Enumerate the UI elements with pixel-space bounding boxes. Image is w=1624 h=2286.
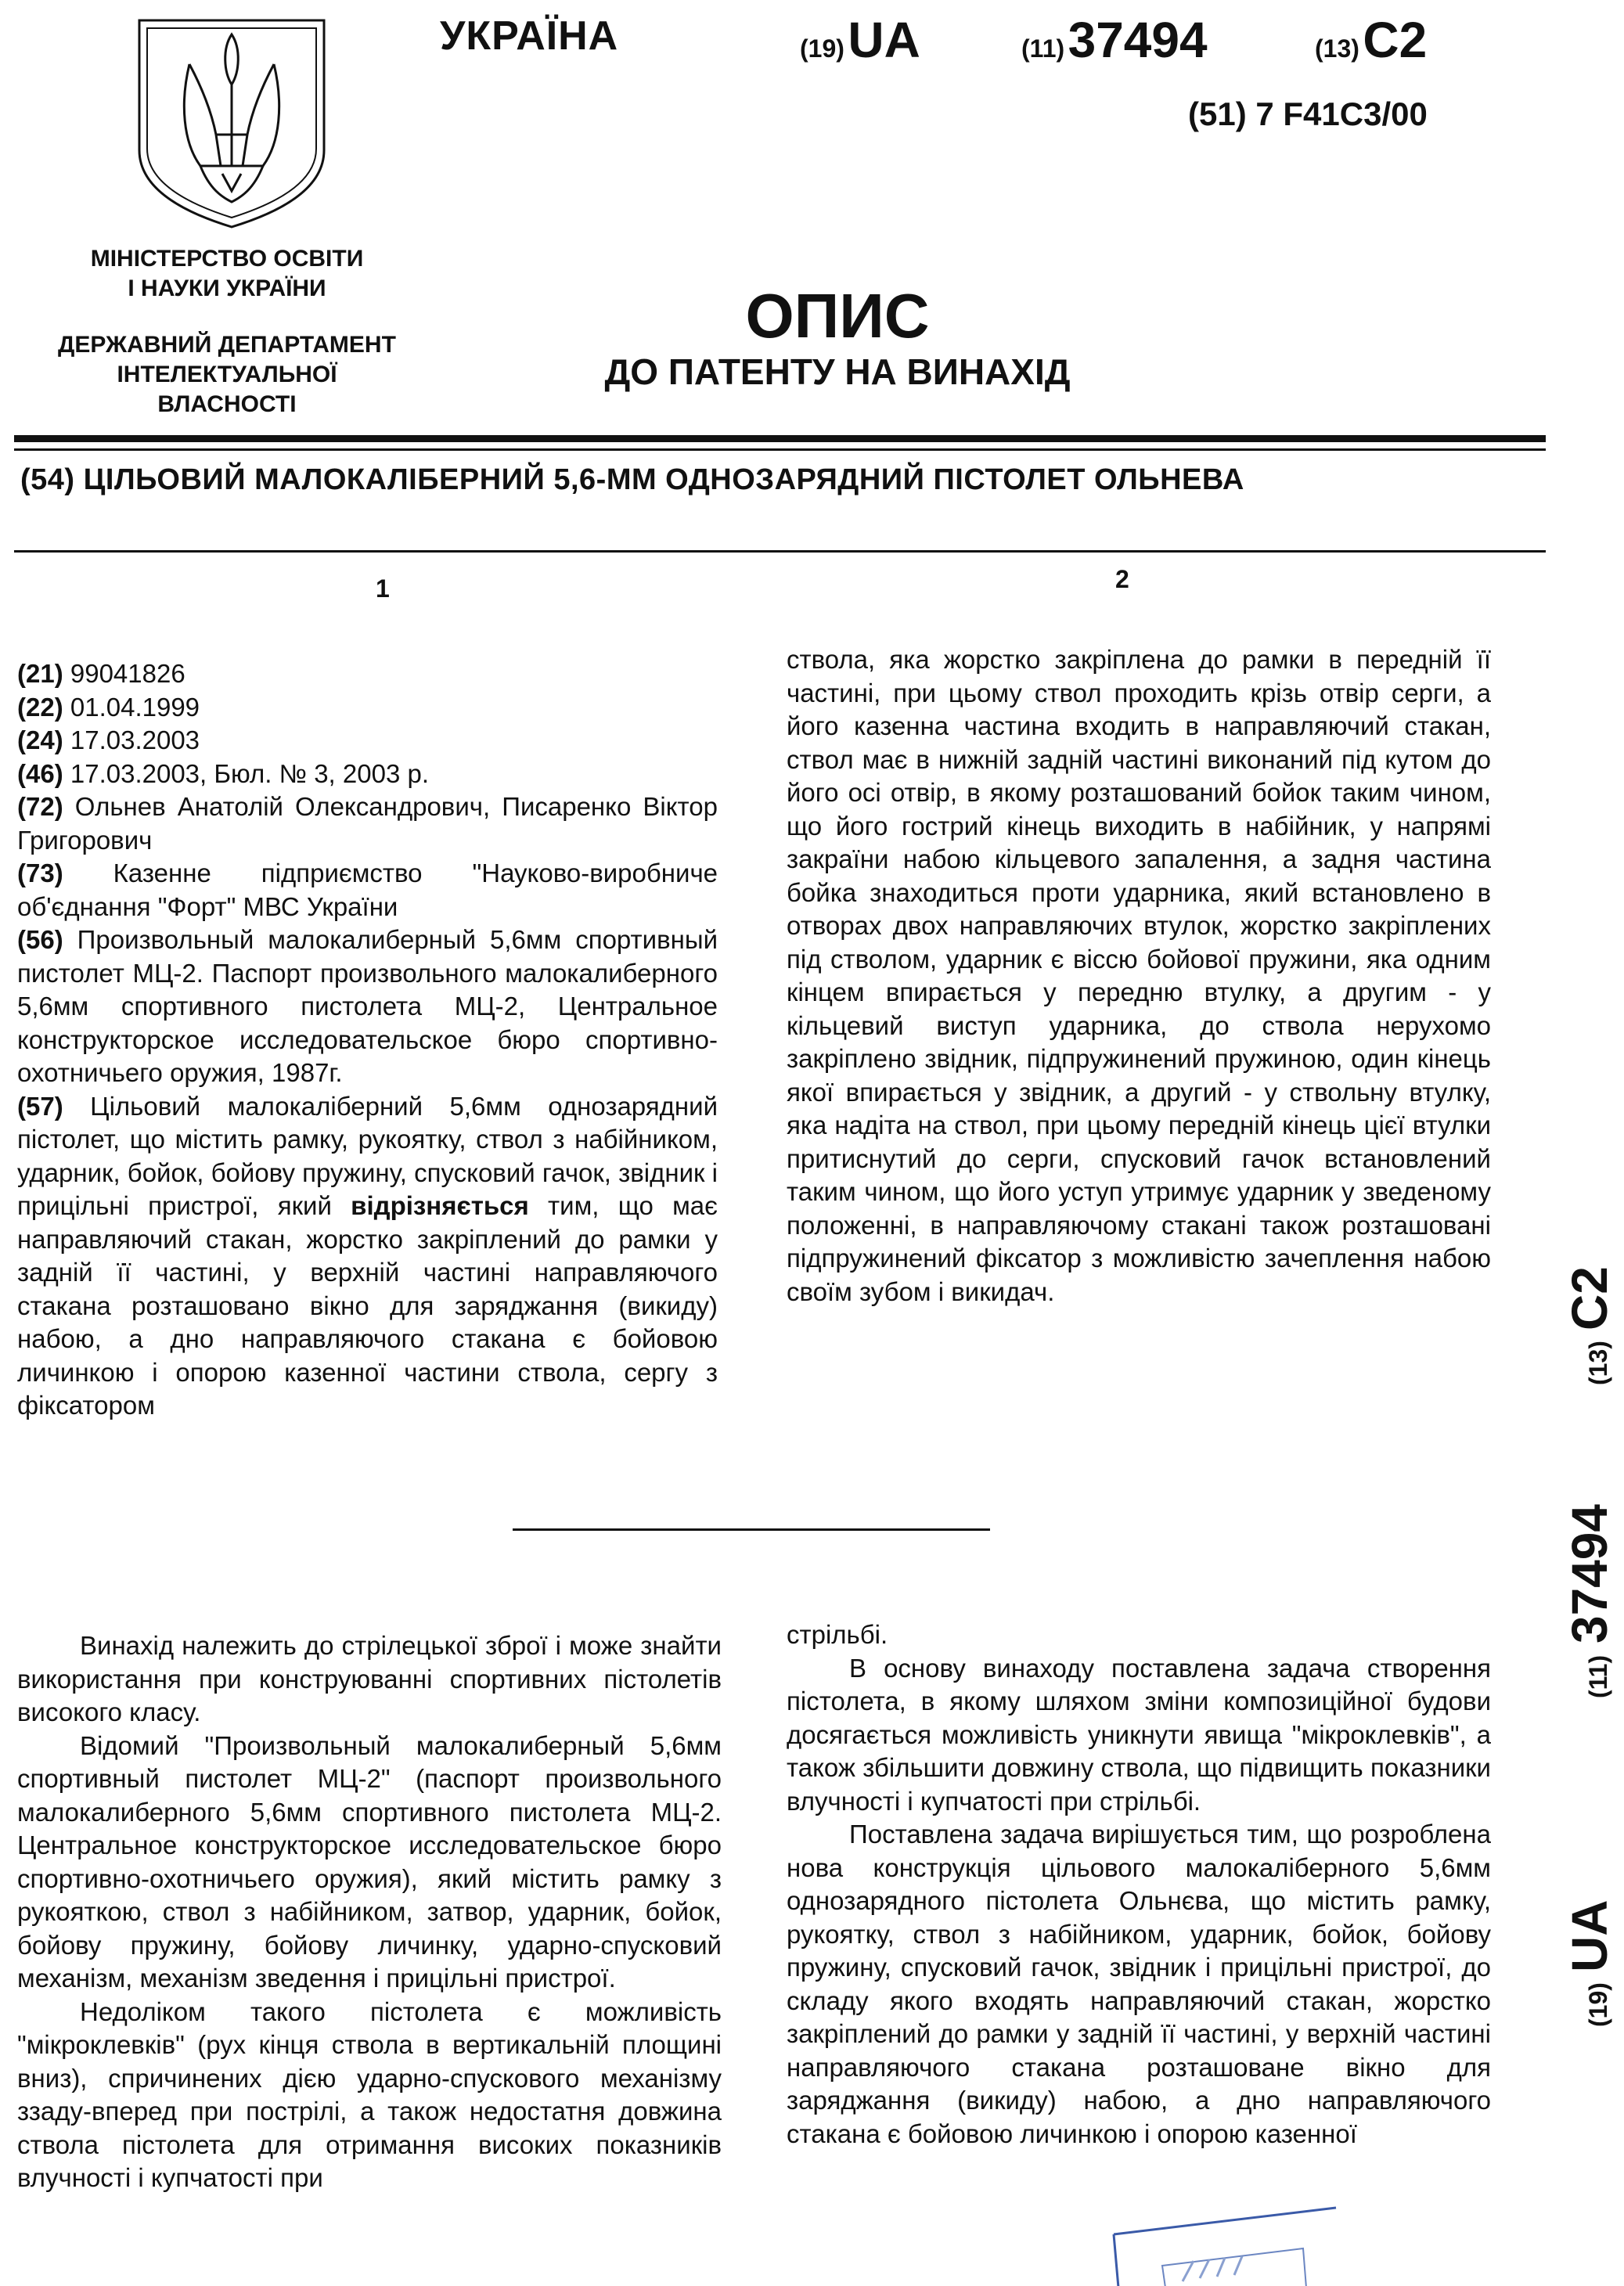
code11-value: 37494 xyxy=(1068,12,1208,68)
country-name: УКРАЇНА xyxy=(440,13,619,59)
field-code: (56) xyxy=(17,925,63,954)
field-code: (72) xyxy=(17,792,63,821)
department-line-1: ДЕРЖАВНИЙ ДЕПАРТАМЕНТ xyxy=(58,332,396,358)
code19-label: (19) xyxy=(800,34,844,63)
column-number-left: 1 xyxy=(376,574,390,603)
side-code11-value: 37494 xyxy=(1561,1504,1618,1643)
application-number: 99041826 xyxy=(70,659,185,688)
document-subtitle: ДО ПАТЕНТУ НА ВИНАХІД xyxy=(604,351,1071,392)
claim-continuation: ствола, яка жорстко закріплена до рамки в передній її частині, при цьому ствол проходить крізь отвір серги, а його казенна частина входить в направляючий стакан, ствол має в нижній задній частині виконаний під кутом до його осі отвір, в якому розташований бойок таким чином, що його гострий кінець виходить в набійник, у напрямі закраїни набою кільцевого запалення, а задня частина бойка знаходиться проти ударника, який встановлено в отворах двох направляючих втулок, жорстко закріплених під стволом, ударник є віссю бойової пружини, яка одним кінцем впирається у передню втулку, а другим - у кільцевий виступ ударника, до ствола нерухомо закріплено звідник, підпружинений пружиною, один кінець якої впирається у звідник, а другий - у ствольну втулку, яка надіта на ствол, при цьому передній кінець цієї втулки притиснутий до серги, спусковий гачок встановлений таким чином, що його уступ утримує ударник у зведеному положенні, в направляючому стакані також розташовані підпружинений фіксатор з можливістю зачеплення набою своїм зубом і викидач. xyxy=(787,645,1491,1306)
paragraph: стрільбі. xyxy=(787,1620,888,1649)
side-code19-label: (19) xyxy=(1584,1982,1612,2027)
library-stamp-fragment xyxy=(1107,2203,1342,2286)
document-title: ОПИС xyxy=(745,281,930,351)
field-code: (46) xyxy=(17,758,63,788)
title-divider xyxy=(14,550,1546,553)
paragraph: Відомий "Произвольный малокалиберный 5,6мм спортивный пистолет МЦ-2" (паспорт произвольного малокалиберного 5,6мм спортивного пистолета МЦ-2. Центральное конструкторское исследовательское бюро спортивно-охотничьего оружия), який містить рамку з рукояткою, ствол з набійником, затвор, ударник, бойок, бойову пружину, бойову личинку, ударно-спусковий механізм, механізм зведення і прицільні пристрої. xyxy=(17,1730,722,1993)
paragraph: В основу винаходу поставлена задача створення пістолета, в якому шляхом зміни композиційної будови досягається можливість уникнути явища "мікроклевків", а також збільшити довжину ствола, що підвищить показники влучності і купчатості при стрільбі. xyxy=(787,1653,1491,1816)
vertical-patent-code xyxy=(1538,1244,1624,2105)
paragraph: Недоліком такого пістолета є можливість "мікроклевків" (рух кінця ствола в вертикальній площині вниз), спричинених дією ударно-спускового механізму ззаду-вперед при пострілі, а також недостатня довжина ствола пістолета для отримання високих показників влучності і купчатості при xyxy=(17,1996,722,2192)
ministry-line-2: І НАУКИ УКРАЇНИ xyxy=(128,275,326,301)
field-code: (22) xyxy=(17,692,63,722)
publication-date: 17.03.2003, Бюл. № 3, 2003 р. xyxy=(70,758,429,788)
owner: Казенне підприємство "Науково-виробниче об'єднання "Форт" МВС України xyxy=(17,859,718,921)
field-21 xyxy=(17,657,718,691)
field-73 xyxy=(17,857,718,923)
field-56 xyxy=(17,923,718,1090)
patent-number xyxy=(1021,11,1208,69)
section-divider xyxy=(513,1528,990,1531)
department-line-2: ІНТЕЛЕКТУАЛЬНОЇ xyxy=(117,362,337,387)
field-46 xyxy=(17,758,718,791)
claim-characterizing-word: відрізняється xyxy=(351,1191,529,1220)
ipc-classification: (51) 7 F41C3/00 xyxy=(1188,95,1428,132)
side-code13-label: (13) xyxy=(1584,1341,1612,1385)
code13-value: C2 xyxy=(1363,12,1428,68)
field-57 xyxy=(17,1090,718,1423)
code11-label: (11) xyxy=(1021,34,1065,63)
side-code11-label: (11) xyxy=(1584,1654,1612,1698)
field-code: (24) xyxy=(17,725,63,754)
side-code13-value: C2 xyxy=(1561,1266,1618,1330)
ukraine-coat-of-arms-icon xyxy=(135,17,329,230)
field-code: (73) xyxy=(17,859,63,887)
field-22 xyxy=(17,691,718,725)
column-number-right: 2 xyxy=(1115,565,1129,593)
effective-date: 17.03.2003 xyxy=(70,725,200,754)
inventors: Ольнев Анатолій Олександрович, Писаренко Віктор Григорович xyxy=(17,792,718,855)
field-72 xyxy=(17,790,718,857)
invention-title: (54) ЦІЛЬОВИЙ МАЛОКАЛІБЕРНИЙ 5,6-ММ ОДНОЗАРЯДНИЙ ПІСТОЛЕТ ОЛЬНЕВА xyxy=(20,463,1244,496)
field-24 xyxy=(17,724,718,758)
prior-art: Произвольный малокалиберный 5,6мм спортивный пистолет МЦ-2. Паспорт произвольного малокалиберного 5,6мм спортивного пистолета МЦ-2, Центральное конструкторское исследовательское бюро спортивно-охотничьего оружия, 1987г. xyxy=(17,925,718,1087)
filing-date: 01.04.1999 xyxy=(70,692,200,722)
description-column-right xyxy=(787,1618,1491,2151)
document-kind xyxy=(1315,11,1427,69)
field-code: (21) xyxy=(17,659,63,688)
bibliographic-data xyxy=(17,657,718,1423)
department-name xyxy=(47,330,407,419)
department-line-3: ВЛАСНОСТІ xyxy=(157,391,297,417)
ministry-name xyxy=(47,244,407,304)
paragraph: Поставлена задача вирішується тим, що розроблена нова конструкція цільового малокаліберного 5,6мм однозарядного пістолета Ольнєва, що містить рамку, рукоятку, ствол з набійником, ударник, бойок, бойову пружину, спусковий гачок, звідник і прицільні пристрої, до складу якого входять направляючий стакан, жорстко закріплений до рамки у задній її частині, у верхній частині направляючого стакана розташоване вікно для заряджання (викиду) набою, а дно направляючого стакана є бойовою личинкою і опорою казенної xyxy=(787,1820,1491,2148)
field-code: (57) xyxy=(17,1091,63,1121)
description-column-left xyxy=(17,1629,722,2195)
header-divider-thick xyxy=(14,435,1546,442)
code13-label: (13) xyxy=(1315,34,1359,63)
claim-text-part-2: тим, що має направляючий стакан, жорстко закріплений до рамки у задній її частині, у верхній частині направляючого стакана розташовано вікно для заряджання (викиду) набою, а дно направляючого стакана є бойовою личинкою і опорою казенної частини ствола, сергу з фіксатором xyxy=(17,1191,718,1420)
claim-text-part-1: Цільовий малокаліберний 5,6мм однозарядний пістолет, що містить рамку, рукоятку, ствол з набійником, ударник, бойок, бойову пружину, спусковий гачок, звідник і прицільні пристрої, який xyxy=(17,1091,718,1220)
code19-value: UA xyxy=(848,12,920,68)
ministry-line-1: МІНІСТЕРСТВО ОСВІТИ xyxy=(90,246,364,272)
header-divider-thin xyxy=(14,448,1546,451)
side-code19-value: UA xyxy=(1561,1899,1618,1972)
paragraph: Винахід належить до стрілецької зброї і може знайти використання при конструюванні спортивних пістолетів високого класу. xyxy=(17,1631,722,1726)
country-code xyxy=(800,11,920,69)
